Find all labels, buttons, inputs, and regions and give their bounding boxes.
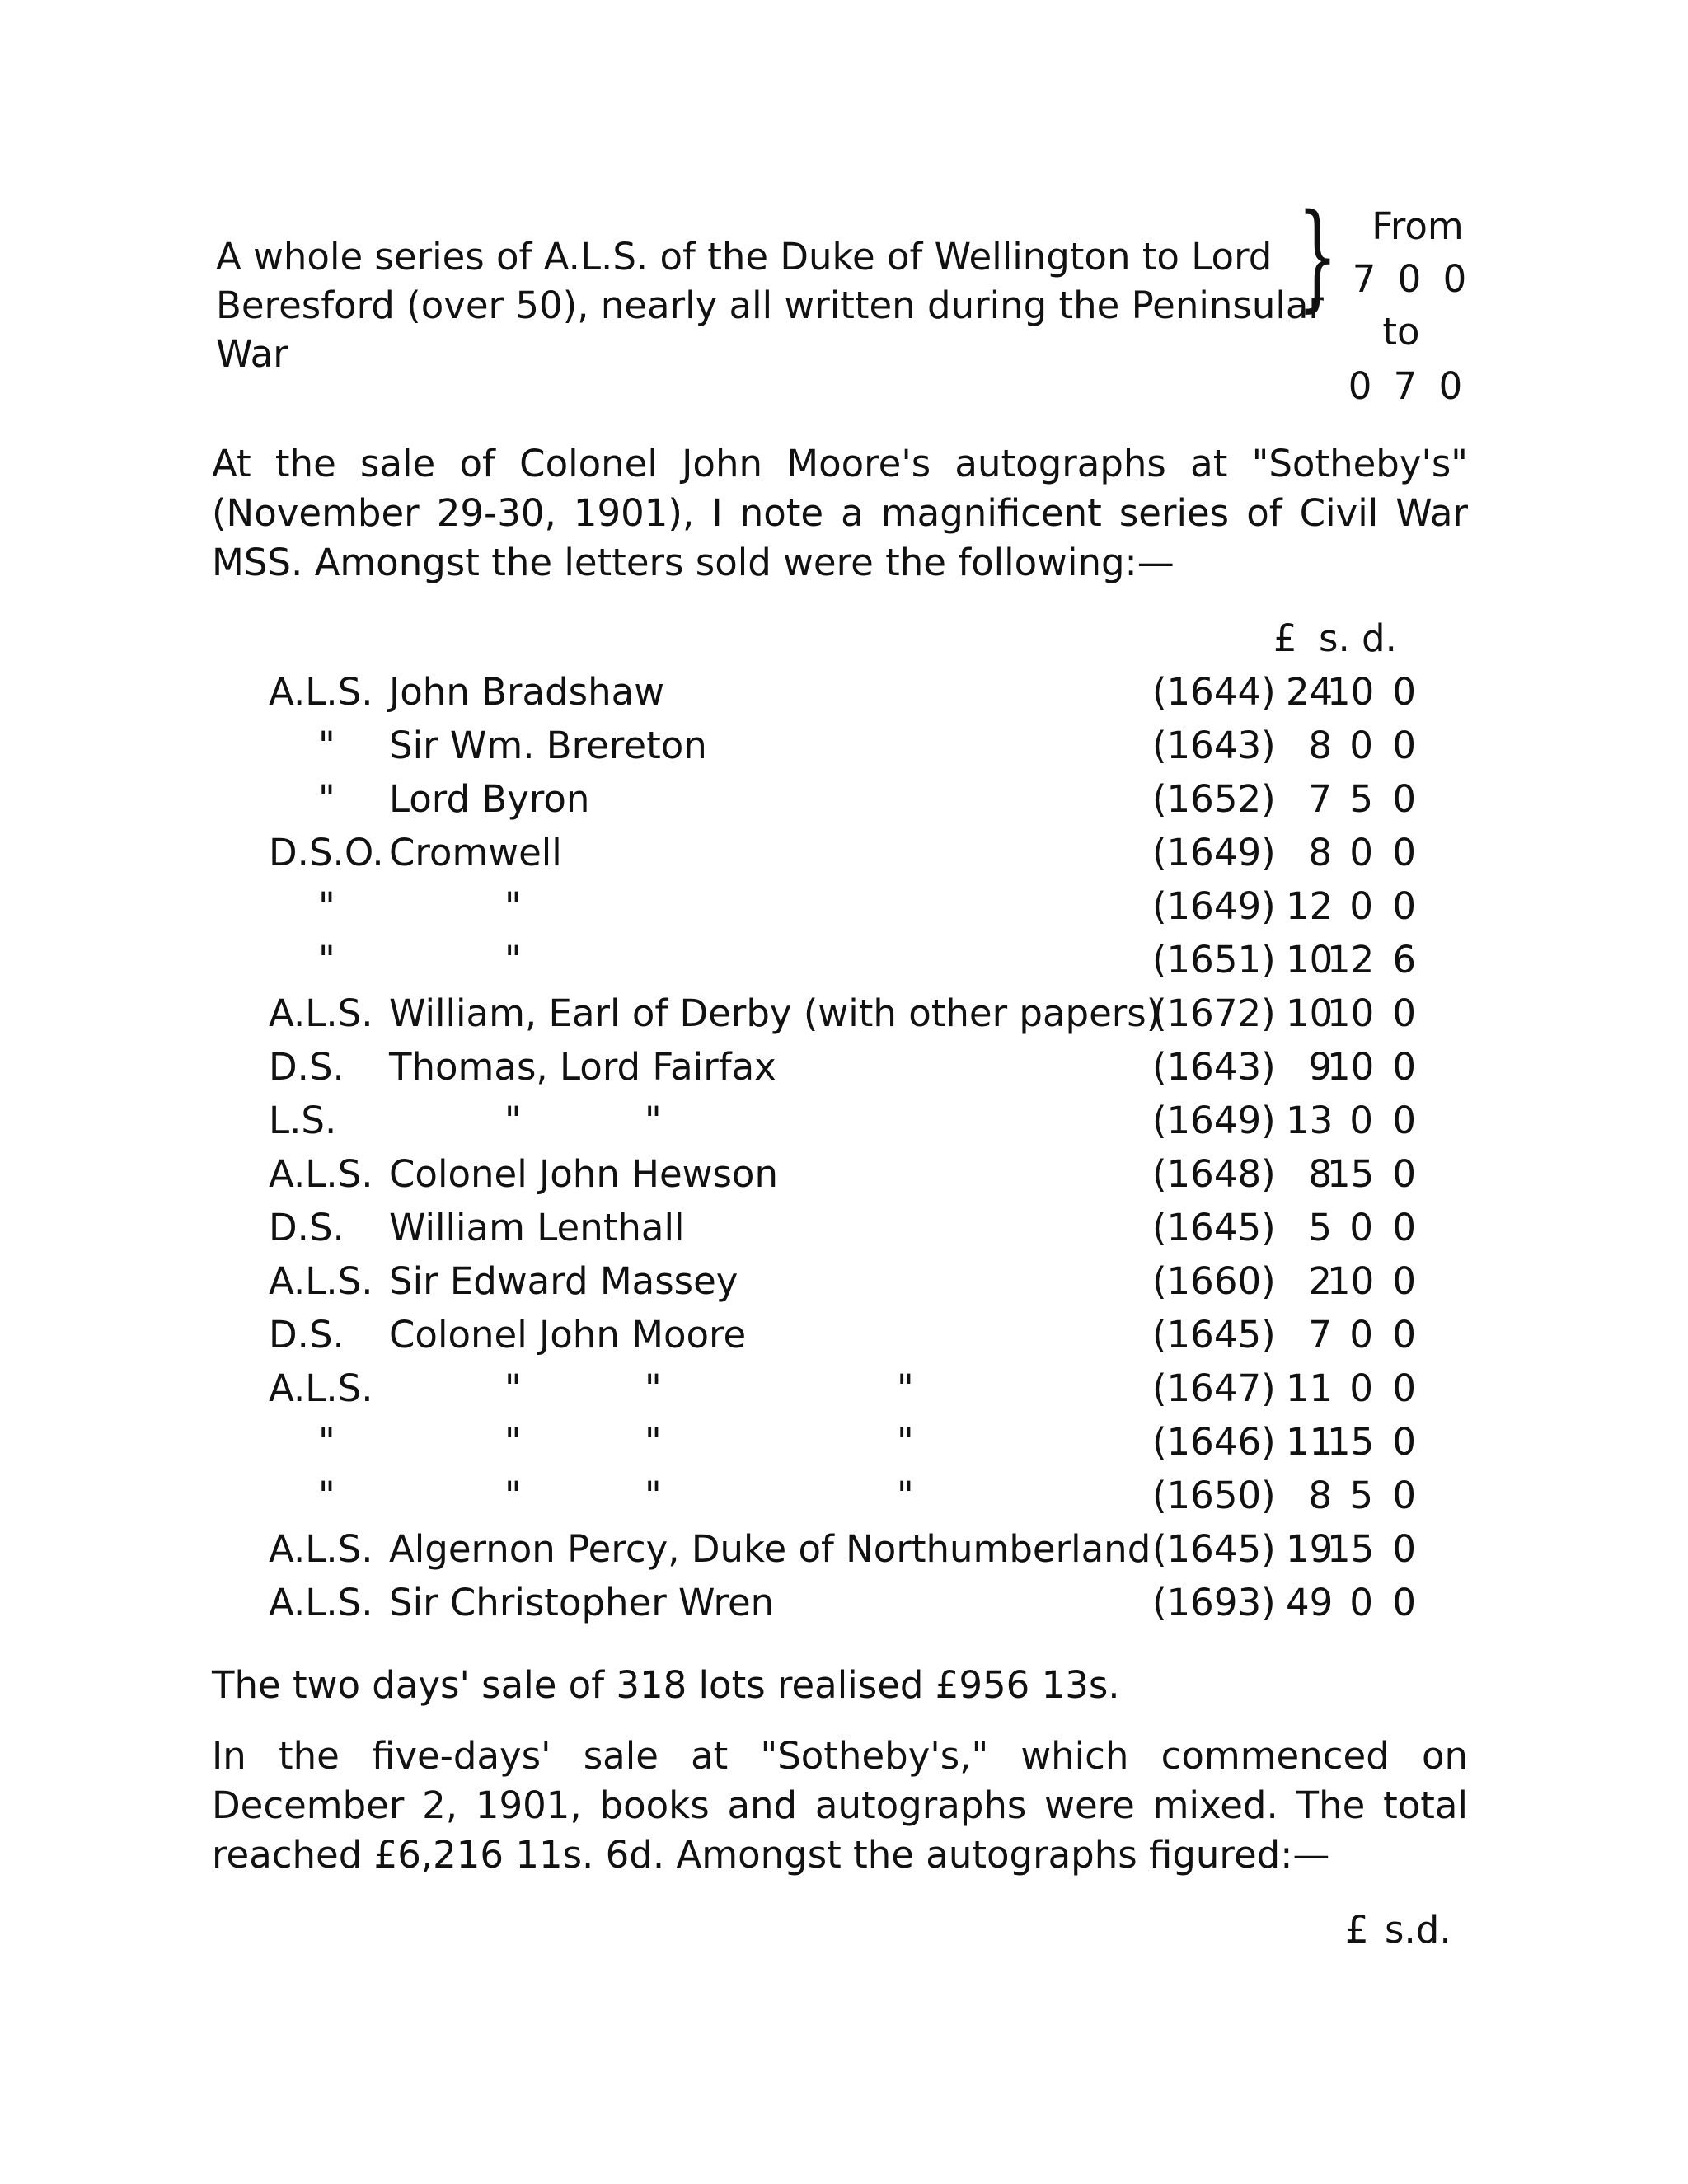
shillings: 10 <box>1327 1259 1375 1303</box>
doc-type: A.L.S. <box>269 670 373 714</box>
year: (1649) <box>1152 1099 1276 1142</box>
year: (1651) <box>1152 938 1276 982</box>
year: (1649) <box>1152 831 1276 874</box>
ditto-mark: " <box>504 1420 522 1464</box>
ditto-mark: " <box>318 777 335 821</box>
pounds: 49 <box>1286 1581 1334 1624</box>
shillings: 15 <box>1327 1152 1375 1196</box>
table-row <box>0 1099 1688 1151</box>
ditto-mark: " <box>645 1099 662 1142</box>
shillings: 15 <box>1327 1420 1375 1464</box>
pence: 0 <box>1392 1366 1416 1410</box>
pence: 0 <box>1392 670 1416 714</box>
year: (1648) <box>1152 1152 1276 1196</box>
ditto-mark: " <box>318 938 335 982</box>
pence: 0 <box>1392 1099 1416 1142</box>
intro-line: Beresford (over 50), nearly all written during the Peninsular <box>216 284 1324 327</box>
pence: 0 <box>1392 1474 1416 1517</box>
moore-sale-paragraph <box>212 439 1468 588</box>
signer-name: Colonel John Moore <box>389 1313 747 1357</box>
pounds: 13 <box>1286 1099 1334 1142</box>
table-row <box>0 777 1688 830</box>
footer-header-sd: s.d. <box>1385 1908 1451 1952</box>
doc-type: D.S.O. <box>269 831 384 874</box>
signer-name: Cromwell <box>389 831 562 874</box>
table-row <box>0 670 1688 723</box>
pounds: 12 <box>1286 884 1334 928</box>
paragraph-line: (November 29-30, 1901), I note a magnificent series of Civil War <box>212 491 1468 535</box>
header-shillings: s. <box>1319 616 1350 660</box>
ditto-mark: " <box>897 1474 914 1517</box>
shillings: 5 <box>1349 777 1373 821</box>
doc-type: D.S. <box>269 1206 345 1249</box>
pence: 0 <box>1392 777 1416 821</box>
signer-name: Sir Wm. Brereton <box>389 724 707 767</box>
year: (1645) <box>1152 1313 1276 1357</box>
pounds: 24 <box>1286 670 1334 714</box>
shillings: 0 <box>1349 1581 1373 1624</box>
signer-name: William Lenthall <box>389 1206 685 1249</box>
shillings: 12 <box>1327 938 1375 982</box>
pence: 0 <box>1392 1152 1416 1196</box>
doc-type: A.L.S. <box>269 1527 373 1571</box>
shillings: 5 <box>1349 1474 1373 1517</box>
header-pence: d. <box>1362 616 1397 660</box>
year: (1646) <box>1152 1420 1276 1464</box>
pence: 0 <box>1392 724 1416 767</box>
pence: 0 <box>1392 1581 1416 1624</box>
year: (1693) <box>1152 1581 1276 1624</box>
year: (1647) <box>1152 1366 1276 1410</box>
ditto-mark: " <box>504 884 522 928</box>
ditto-mark: " <box>645 1474 662 1517</box>
ditto-mark: " <box>504 1474 522 1517</box>
shillings: 10 <box>1327 1045 1375 1089</box>
year: (1649) <box>1152 884 1276 928</box>
doc-type: L.S. <box>269 1099 337 1142</box>
paragraph-line: At the sale of Colonel John Moore's autographs at "Sotheby's" <box>212 442 1468 485</box>
shillings: 0 <box>1349 724 1373 767</box>
intro-line: War <box>216 332 288 376</box>
year: (1643) <box>1152 724 1276 767</box>
table-row <box>0 1581 1688 1633</box>
pence: 0 <box>1392 1313 1416 1357</box>
shillings: 0 <box>1349 1366 1373 1410</box>
ditto-mark: " <box>318 724 335 767</box>
pence: 0 <box>1392 991 1416 1035</box>
year: (1652) <box>1152 777 1276 821</box>
table-header <box>0 616 1688 669</box>
pence: 0 <box>1392 1206 1416 1249</box>
pounds: 9 <box>1308 1045 1332 1089</box>
pence: 0 <box>1392 884 1416 928</box>
paragraph-line: In the five-days' sale at "Sotheby's," which commenced on <box>212 1734 1468 1778</box>
shillings: 0 <box>1349 1313 1373 1357</box>
year: (1660) <box>1152 1259 1276 1303</box>
table-row <box>0 1366 1688 1419</box>
shillings: 0 <box>1349 884 1373 928</box>
year: (1645) <box>1152 1527 1276 1571</box>
intro-entry <box>216 232 1324 378</box>
year: (1644) <box>1152 670 1276 714</box>
ditto-mark: " <box>645 1420 662 1464</box>
ditto-mark: " <box>504 1366 522 1410</box>
ditto-mark: " <box>645 1366 662 1410</box>
footer-header-pounds: £ <box>1345 1908 1369 1952</box>
doc-type: A.L.S. <box>269 1366 373 1410</box>
pence: 0 <box>1392 1420 1416 1464</box>
table-row <box>0 1420 1688 1473</box>
doc-type: A.L.S. <box>269 991 373 1035</box>
paragraph-line: December 2, 1901, books and autographs were mixed. The total <box>212 1783 1468 1827</box>
year: (1645) <box>1152 1206 1276 1249</box>
table-row <box>0 1259 1688 1312</box>
pounds: 2 <box>1308 1259 1332 1303</box>
pence: 0 <box>1392 1259 1416 1303</box>
pence: 0 <box>1392 831 1416 874</box>
year: (1650) <box>1152 1474 1276 1517</box>
ditto-mark: " <box>318 884 335 928</box>
to-label: to <box>1382 310 1420 354</box>
pounds: 5 <box>1308 1206 1332 1249</box>
paragraph-line: MSS. Amongst the letters sold were the following:— <box>212 541 1175 584</box>
five-days-sale-paragraph <box>212 1732 1468 1880</box>
table-row <box>0 1527 1688 1580</box>
pounds: 7 <box>1308 777 1332 821</box>
signer-name: William, Earl of Derby (with other papers) <box>389 991 1161 1035</box>
pence: 0 <box>1392 1527 1416 1571</box>
pence: 6 <box>1392 938 1416 982</box>
from-value: 7 0 0 <box>1352 257 1467 301</box>
table-row <box>0 724 1688 776</box>
signer-name: Sir Christopher Wren <box>389 1581 775 1624</box>
shillings: 15 <box>1327 1527 1375 1571</box>
pounds: 11 <box>1286 1420 1334 1464</box>
pounds: 8 <box>1308 1474 1332 1517</box>
signer-name: Sir Edward Massey <box>389 1259 738 1303</box>
ditto-mark: " <box>897 1366 914 1410</box>
doc-type: A.L.S. <box>269 1581 373 1624</box>
paragraph-line: reached £6,216 11s. 6d. Amongst the autographs figured:— <box>212 1833 1330 1877</box>
sale-total-text: The two days' sale of 318 lots realised £956 13s. <box>212 1663 1120 1707</box>
shillings: 10 <box>1327 670 1375 714</box>
doc-type: D.S. <box>269 1045 345 1089</box>
from-label: From <box>1372 204 1464 248</box>
shillings: 10 <box>1327 991 1375 1035</box>
table-row <box>0 1313 1688 1366</box>
shillings: 0 <box>1349 1099 1373 1142</box>
year: (1643) <box>1152 1045 1276 1089</box>
shillings: 0 <box>1349 831 1373 874</box>
brace-glyph: } <box>1297 190 1338 324</box>
doc-type: A.L.S. <box>269 1152 373 1196</box>
doc-type: A.L.S. <box>269 1259 373 1303</box>
ditto-mark: " <box>318 1474 335 1517</box>
doc-type: D.S. <box>269 1313 345 1357</box>
ditto-mark: " <box>318 1420 335 1464</box>
year: (1672) <box>1152 991 1276 1035</box>
table-row <box>0 938 1688 991</box>
shillings: 0 <box>1349 1206 1373 1249</box>
signer-name: Thomas, Lord Fairfax <box>389 1045 776 1089</box>
table-row <box>0 991 1688 1044</box>
pounds: 8 <box>1308 724 1332 767</box>
pounds: 7 <box>1308 1313 1332 1357</box>
pounds: 8 <box>1308 1152 1332 1196</box>
intro-line: A whole series of A.L.S. of the Duke of Wellington to Lord <box>216 235 1273 279</box>
table-row <box>0 831 1688 883</box>
table-row <box>0 1152 1688 1205</box>
pounds: 11 <box>1286 1366 1334 1410</box>
signer-name: Algernon Percy, Duke of Northumberland <box>389 1527 1151 1571</box>
pounds: 10 <box>1286 938 1334 982</box>
to-value: 0 7 0 <box>1348 364 1463 408</box>
pounds: 10 <box>1286 991 1334 1035</box>
table-row <box>0 1045 1688 1098</box>
table-row <box>0 1474 1688 1526</box>
pounds: 19 <box>1286 1527 1334 1571</box>
ditto-mark: " <box>897 1420 914 1464</box>
signer-name: Lord Byron <box>389 777 590 821</box>
signer-name: Colonel John Hewson <box>389 1152 778 1196</box>
pounds: 8 <box>1308 831 1332 874</box>
table-row <box>0 1206 1688 1258</box>
header-pounds: £ <box>1273 616 1297 660</box>
ditto-mark: " <box>504 938 522 982</box>
signer-name: John Bradshaw <box>389 670 665 714</box>
pence: 0 <box>1392 1045 1416 1089</box>
table-row <box>0 884 1688 937</box>
ditto-mark: " <box>504 1099 522 1142</box>
